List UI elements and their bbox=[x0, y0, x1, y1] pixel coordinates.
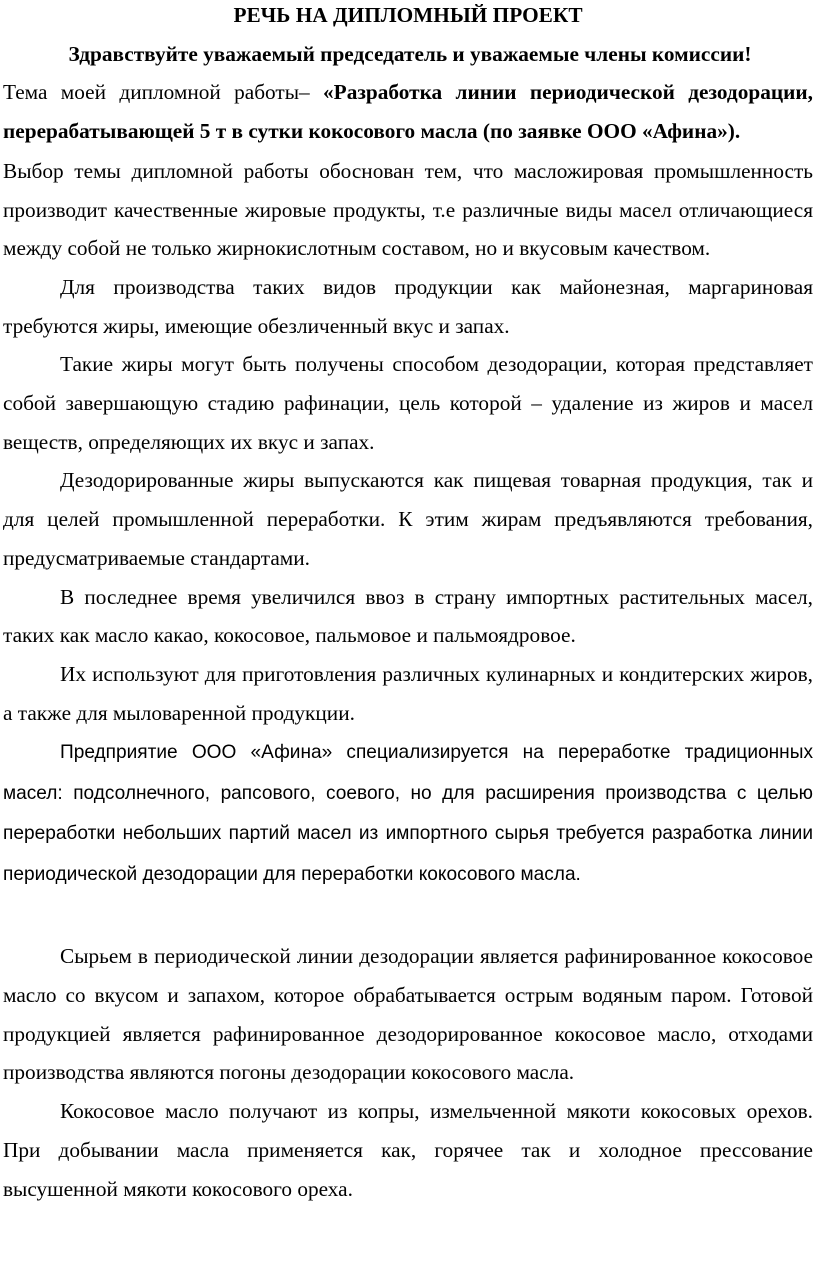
paragraph-coconut-oil: Кокосовое масло получают из копры, измельченной мякоти кокосовых орехов. При добывании масла применяется как, горячее так и холодное прессование высушенной мякоти кокосового ореха. bbox=[3, 1099, 813, 1201]
paragraph-imports: В последнее время увеличился ввоз в страну импортных растительных масел, таких как масло какао, кокосовое, пальмовое и пальмоядровое. bbox=[3, 584, 813, 648]
document-page bbox=[3, 0, 813, 1208]
document-title: РЕЧЬ НА ДИПЛОМНЫЙ ПРОЕКТ bbox=[233, 3, 583, 27]
paragraph-deodorization: Такие жиры могут быть получены способом дезодорации, которая представляет собой завершающую стадию рафинации, цель которой – удаление из жиров и масел веществ, определяющих их вкус и запах. bbox=[3, 352, 813, 454]
paragraph-raw-material: Сырьем в периодической линии дезодорации является рафинированное кокосовое масло со вкусом и запахом, которое обрабатывается острым водяным паром. Готовой продукцией является рафинированное дезодорированное кокосовое масло, отходами производства являются погоны дезодорации кокосового масла. bbox=[3, 944, 813, 1085]
paragraph-usage: Их используют для приготовления различных кулинарных и кондитерских жиров, а также для мыловаренной продукции. bbox=[3, 661, 813, 725]
paragraph-theme-choice: Выбор темы дипломной работы обоснован тем, что масложировая промышленность производит качественные жировые продукты, т.е различные виды масел отличающиеся между собой не только жирнокислотным составом, но и вкусовым качеством. bbox=[3, 158, 813, 261]
topic-paragraph bbox=[3, 73, 813, 150]
topic-title: «Разработка линии периодической дезодорации, перерабатывающей 5 т в сутки кокосового масла (по заявке ООО «Афина»). bbox=[3, 80, 813, 144]
paragraph-company: Предприятие ООО «Афина» специализируется на переработке традиционных масел: подсолнечного, рапсового, соевого, но для расширения производства с целью переработки небольших партий масел из импортного сырья требуется разработка линии периодической дезодорации для переработки кокосового масла. bbox=[3, 742, 813, 885]
greeting: Здравствуйте уважаемый председатель и уважаемые члены комиссии! bbox=[68, 41, 752, 66]
paragraph-deodorized-fats: Дезодорированные жиры выпускаются как пищевая товарная продукция, так и для целей промышленной переработки. К этим жирам предъявляются требования, предусматриваемые стандартами. bbox=[3, 468, 813, 570]
topic-intro: Тема моей дипломной работы– bbox=[3, 80, 324, 105]
blank-line bbox=[3, 895, 813, 937]
paragraph-products: Для производства таких видов продукции как майонезная, маргариновая требуются жиры, имеющие обезличенный вкус и запах. bbox=[3, 274, 813, 338]
